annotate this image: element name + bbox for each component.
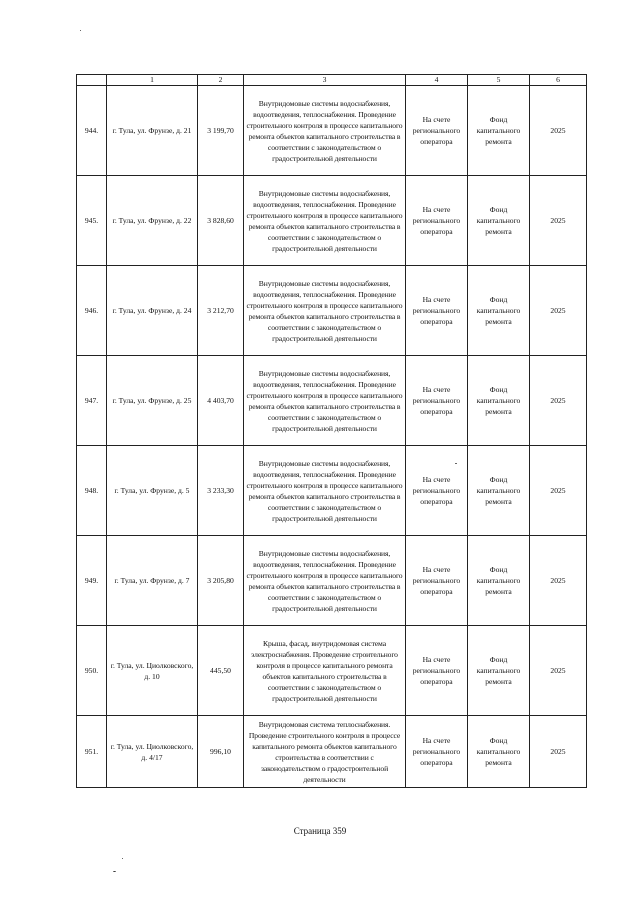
row-address: г. Тула, ул. Циолковского, д. 4/17: [107, 716, 198, 788]
row-fund: Фонд капитального ремонта: [468, 176, 530, 266]
scan-speck: [455, 463, 457, 464]
row-work-description: Внутридомовые системы водоснабжения, водоотведения, теплоснабжения. Проведение строительного контроля в процессе капитального ремонта объектов капитального строительства в соответствии с законодательством о градостроительной деятельности: [244, 266, 406, 356]
row-area: 3 205,80: [198, 536, 244, 626]
row-year: 2025: [530, 446, 587, 536]
row-funding-source: На счете регионального оператора: [406, 356, 468, 446]
row-area: 996,10: [198, 716, 244, 788]
row-work-description: Внутридомовые системы водоснабжения, водоотведения, теплоснабжения. Проведение строительного контроля в процессе капитального ремонта объектов капитального строительства в соответствии с законодательством о градостроительной деятельности: [244, 536, 406, 626]
row-funding-source: На счете регионального оператора: [406, 626, 468, 716]
row-fund: Фонд капитального ремонта: [468, 446, 530, 536]
table-row: [77, 86, 587, 176]
row-number: 948.: [77, 446, 107, 536]
table-row: [77, 176, 587, 266]
row-work-description: Крыша, фасад, внутридомовая система электроснабжения. Проведение строительного контроля в процессе капитального ремонта объектов капитального строительства в соответствии с законодательством о градостроительной деятельности: [244, 626, 406, 716]
table-row: [77, 266, 587, 356]
row-fund: Фонд капитального ремонта: [468, 716, 530, 788]
table-row: [77, 716, 587, 788]
row-funding-source: На счете регионального оператора: [406, 266, 468, 356]
row-work-description: Внутридомовая система теплоснабжения. Проведение строительного контроля в процессе капитального ремонта объектов капитального строительства в соответствии с законодательством о градостроительной деятельности: [244, 716, 406, 788]
row-work-description: Внутридомовые системы водоснабжения, водоотведения, теплоснабжения. Проведение строительного контроля в процессе капитального ремонта объектов капитального строительства в соответствии с законодательством о градостроительной деятельности: [244, 446, 406, 536]
row-year: 2025: [530, 356, 587, 446]
row-year: 2025: [530, 626, 587, 716]
header-blank-cell: [77, 75, 107, 86]
row-number: 949.: [77, 536, 107, 626]
row-work-description: Внутридомовые системы водоснабжения, водоотведения, теплоснабжения. Проведение строительного контроля в процессе капитального ремонта объектов капитального строительства в соответствии с законодательством о градостроительной деятельности: [244, 176, 406, 266]
works-table: [76, 74, 587, 788]
page-number: Страница 359: [293, 826, 347, 836]
header-col-2: 2: [198, 75, 244, 86]
row-year: 2025: [530, 716, 587, 788]
row-number: 945.: [77, 176, 107, 266]
row-address: г. Тула, ул. Фрунзе, д. 22: [107, 176, 198, 266]
row-funding-source: На счете регионального оператора: [406, 86, 468, 176]
row-address: г. Тула, ул. Фрунзе, д. 24: [107, 266, 198, 356]
row-area: 3 233,30: [198, 446, 244, 536]
row-year: 2025: [530, 86, 587, 176]
row-area: 3 212,70: [198, 266, 244, 356]
row-area: 4 403,70: [198, 356, 244, 446]
table-row: [77, 536, 587, 626]
row-funding-source: На счете регионального оператора: [406, 716, 468, 788]
scan-speck: [122, 858, 123, 859]
header-col-1: 1: [107, 75, 198, 86]
header-col-4: 4: [406, 75, 468, 86]
row-number: 950.: [77, 626, 107, 716]
row-area: 3 828,60: [198, 176, 244, 266]
header-col-5: 5: [468, 75, 530, 86]
row-year: 2025: [530, 536, 587, 626]
row-fund: Фонд капитального ремонта: [468, 266, 530, 356]
header-col-6: 6: [530, 75, 587, 86]
table-row: [77, 356, 587, 446]
table-row: [77, 446, 587, 536]
row-address: г. Тула, ул. Фрунзе, д. 25: [107, 356, 198, 446]
row-number: 951.: [77, 716, 107, 788]
row-year: 2025: [530, 266, 587, 356]
row-year: 2025: [530, 176, 587, 266]
row-area: 445,50: [198, 626, 244, 716]
row-address: г. Тула, ул. Циолковского, д. 10: [107, 626, 198, 716]
table-header: [77, 75, 587, 86]
row-funding-source: На счете регионального оператора: [406, 176, 468, 266]
row-fund: Фонд капитального ремонта: [468, 536, 530, 626]
row-funding-source: На счете регионального оператора: [406, 536, 468, 626]
row-number: 944.: [77, 86, 107, 176]
row-funding-source: На счете регионального оператора: [406, 446, 468, 536]
table-body: [77, 86, 587, 788]
scan-speck: [80, 30, 81, 31]
row-area: 3 199,70: [198, 86, 244, 176]
scan-speck: [113, 871, 116, 872]
row-work-description: Внутридомовые системы водоснабжения, водоотведения, теплоснабжения. Проведение строительного контроля в процессе капитального ремонта объектов капитального строительства в соответствии с законодательством о градостроительной деятельности: [244, 356, 406, 446]
header-col-3: 3: [244, 75, 406, 86]
row-number: 947.: [77, 356, 107, 446]
header-row: [77, 75, 587, 86]
row-number: 946.: [77, 266, 107, 356]
row-address: г. Тула, ул. Фрунзе, д. 5: [107, 446, 198, 536]
row-fund: Фонд капитального ремонта: [468, 626, 530, 716]
table-row: [77, 626, 587, 716]
row-work-description: Внутридомовые системы водоснабжения, водоотведения, теплоснабжения. Проведение строительного контроля в процессе капитального ремонта объектов капитального строительства в соответствии с законодательством о градостроительной деятельности: [244, 86, 406, 176]
row-address: г. Тула, ул. Фрунзе, д. 21: [107, 86, 198, 176]
row-fund: Фонд капитального ремонта: [468, 356, 530, 446]
row-fund: Фонд капитального ремонта: [468, 86, 530, 176]
row-address: г. Тула, ул. Фрунзе, д. 7: [107, 536, 198, 626]
